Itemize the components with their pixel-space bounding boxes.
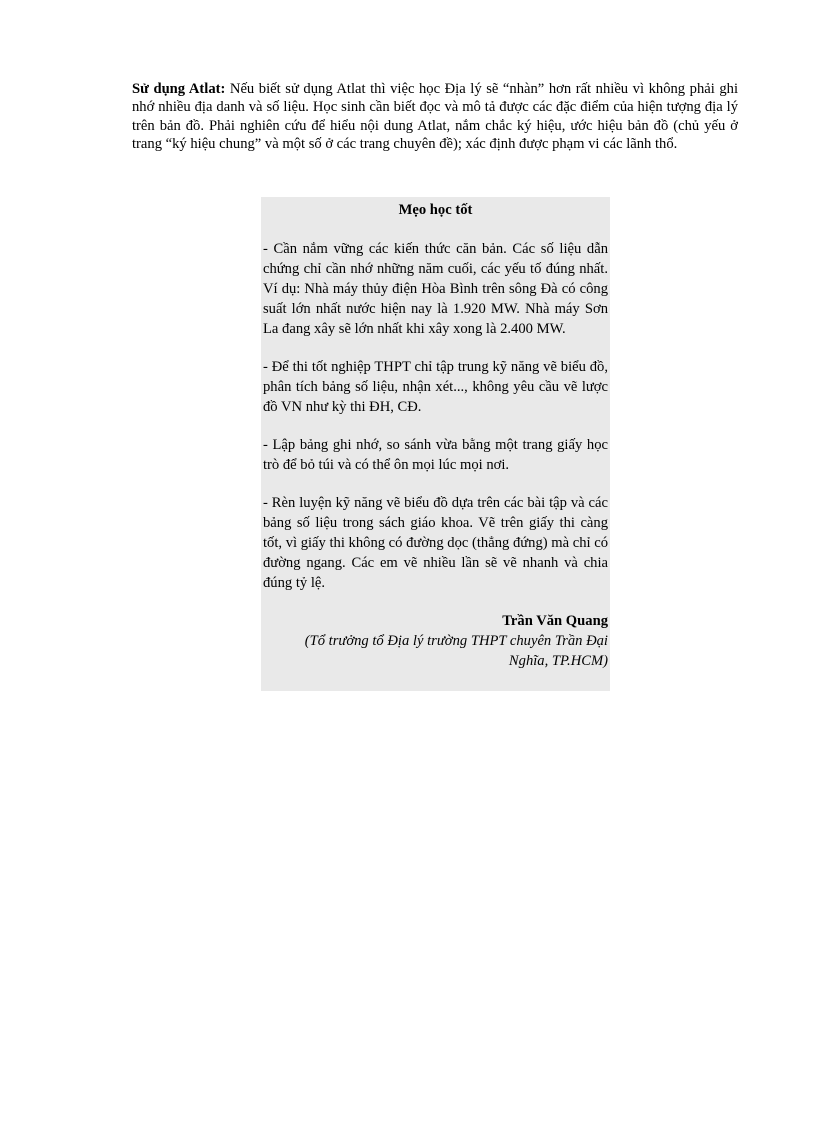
tip-item: - Rèn luyện kỹ năng vẽ biểu đồ dựa trên các bài tập và các bảng số liệu trong sách giáo khoa. Vẽ trên giấy thi càng tốt, vì giấy thi không có đường dọc (thẳng đứng) mà chỉ có đường ngang. Các em vẽ nhiều lần sẽ vẽ nhanh và chia đúng tỷ lệ. <box>263 495 608 592</box>
tips-title: Mẹo học tốt <box>398 202 473 218</box>
tip-item: - Cần nắm vững các kiến thức căn bản. Các số liệu dẫn chứng chỉ cần nhớ những năm cuối, các yếu tố đúng nhất. Ví dụ: Nhà máy thủy điện Hòa Bình trên sông Đà có công suất lớn nhất nước hiện nay là 1.920 MW. Nhà máy Sơn La đang xây sẽ lớn nhất khi xây xong là 2.400 MW. <box>263 241 608 338</box>
intro-lead: Sử dụng Atlat: <box>132 81 226 97</box>
tip-item: - Để thi tốt nghiệp THPT chỉ tập trung kỹ năng vẽ biểu đồ, phân tích bảng số liệu, nhận xét..., không yêu cầu vẽ lược đồ VN như kỳ thi ĐH, CĐ. <box>263 359 608 416</box>
author-name: Trần Văn Quang <box>502 613 608 630</box>
tip-item: - Lập bảng ghi nhớ, so sánh vừa bằng một trang giấy học trò để bỏ túi và có thể ôn mọi lúc mọi nơi. <box>263 437 608 474</box>
intro-paragraph <box>132 80 738 154</box>
author-title: (Tổ trưởng tổ Địa lý trường THPT chuyên Trần Đại Nghĩa, TP.HCM) <box>304 633 608 670</box>
intro-text: Nếu biết sử dụng Atlat thì việc học Địa lý sẽ “nhàn” hơn rất nhiều vì không phải ghi nhớ nhiều địa danh và số liệu. Học sinh cần biết đọc và mô tả được các đặc điểm của hiện tượng địa lý trên bản đồ. Phải nghiên cứu để hiểu nội dung Atlat, nắm chắc ký hiệu, ước hiệu bản đồ (chủ yếu ở trang “ký hiệu chung” và một số ở các trang chuyên đề); xác định được phạm vi các lãnh thổ. <box>132 81 739 153</box>
tips-box <box>261 197 610 691</box>
